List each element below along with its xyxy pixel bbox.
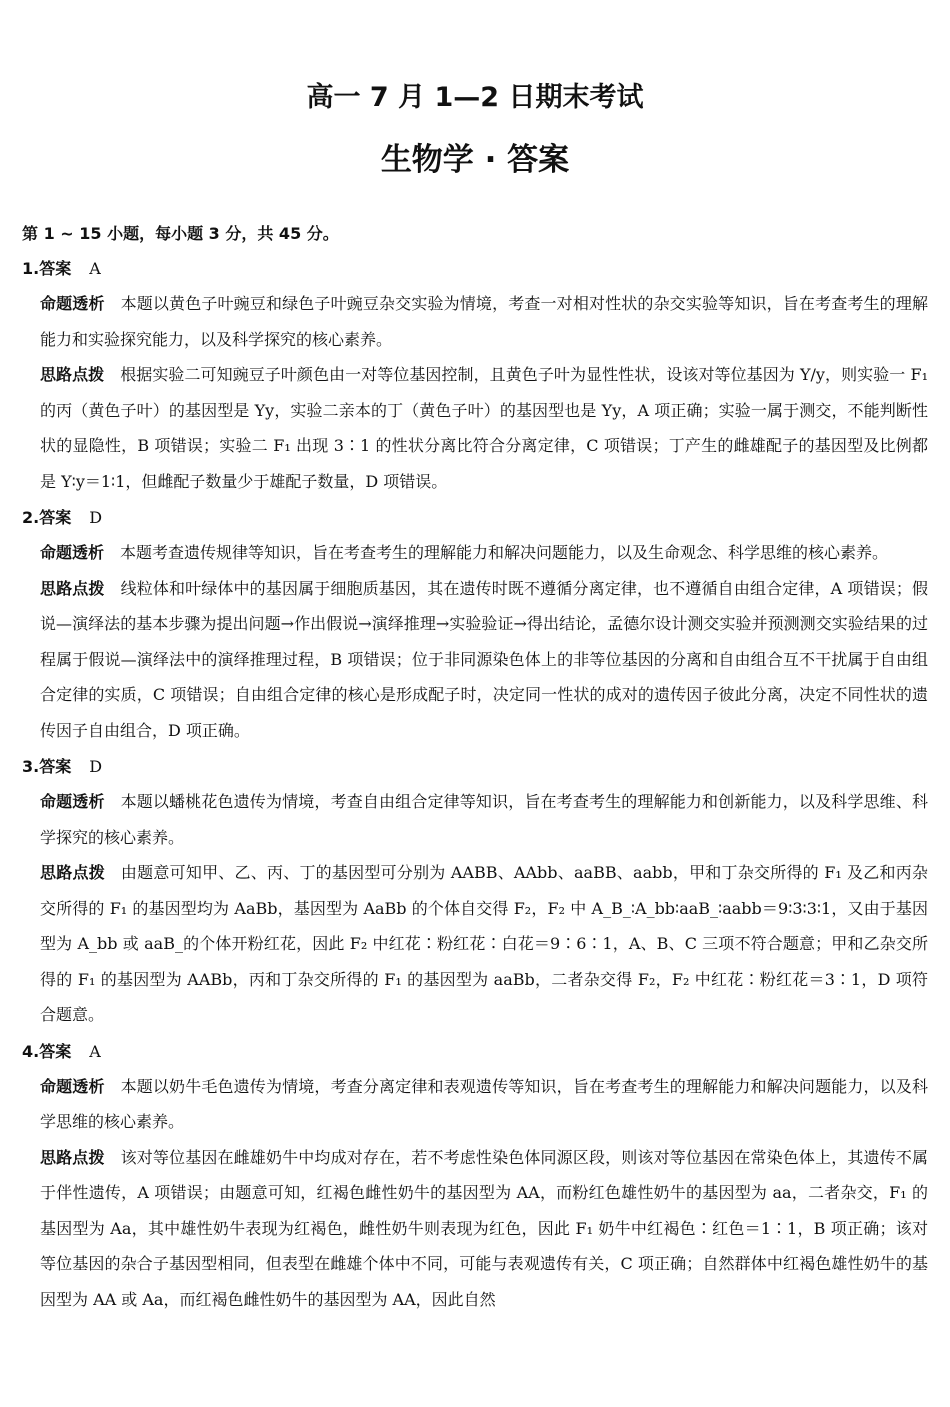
page-title: 高一 7 月 1—2 日期末考试 (306, 82, 644, 113)
question-number: 4. (22, 1041, 40, 1061)
question-block (22, 501, 928, 748)
question-block (22, 750, 928, 1033)
intent-text: 本题以蟠桃花色遗传为情境，考查自由组合定律等知识，旨在考查考生的理解能力和创新能力，以及科学思维、科学探究的核心素养。 (40, 792, 928, 847)
analysis-paragraph (40, 571, 928, 749)
question-header (22, 1035, 928, 1069)
analysis-label: 思路点拨 (40, 365, 105, 384)
intent-paragraph (40, 1069, 928, 1140)
analysis-label: 思路点拨 (40, 1147, 105, 1167)
analysis-text: 线粒体和叶绿体中的基因属于细胞质基因，其在遗传时既不遵循分离定律，也不遵循自由组合定律，A 项错误；假说—演绎法的基本步骤为提出问题→作出假说→演绎推理→实验验证→得出结论，孟德尔设计测交实验并预测测交实验结果的过程属于假说—演绎法中的演绎推理过程，B 项错误；位于非同源染色体上的非等位基因的分离和自由组合互不干扰属于自由组合定律的实质，C 项错误；自由组合定律的核心是形成配子时，决定同一性状的成对的遗传因子彼此分离，决定不同性状的遗传因子自由组合，D 项正确。 (40, 578, 928, 740)
question-header (22, 750, 928, 784)
analysis-paragraph (40, 357, 928, 499)
intent-label: 命题透析 (40, 294, 105, 313)
question-block (22, 252, 928, 499)
question-number: 1. (22, 259, 40, 278)
intent-label: 命题透析 (40, 543, 105, 562)
intent-paragraph (40, 286, 928, 357)
answer-value: D (89, 757, 103, 776)
question-header (22, 501, 928, 535)
answer-label: 答案 (39, 757, 72, 776)
answer-value: A (89, 1041, 101, 1061)
analysis-paragraph (40, 1140, 928, 1318)
answer-value: A (89, 259, 101, 278)
question-number: 2. (22, 508, 40, 527)
question-block (22, 1035, 928, 1318)
answer-label: 答案 (39, 508, 72, 527)
intent-label: 命题透析 (40, 792, 105, 811)
page-subtitle: 生物学 · 答案 (380, 142, 570, 178)
intent-paragraph (40, 784, 928, 855)
intent-text: 本题以奶牛毛色遗传为情境，考查分离定律和表观遗传等知识，旨在考查考生的理解能力和解决问题能力，以及科学思维的核心素养。 (40, 1076, 928, 1131)
question-header (22, 252, 928, 286)
analysis-label: 思路点拨 (40, 863, 105, 882)
answer-label: 答案 (39, 259, 72, 278)
question-number: 3. (22, 757, 40, 776)
analysis-label: 思路点拨 (40, 578, 105, 598)
intent-label: 命题透析 (40, 1076, 105, 1096)
section-note: 第 1 ~ 15 小题，每小题 3 分，共 45 分。 (22, 224, 339, 243)
intent-paragraph (40, 535, 928, 571)
answer-value: D (89, 508, 103, 527)
analysis-text: 该对等位基因在雌雄奶牛中均成对存在，若不考虑性染色体同源区段，则该对等位基因在常染色体上，其遗传不属于伴性遗传，A 项错误；由题意可知，红褐色雌性奶牛的基因型为 AA，而粉红色雄性奶牛的基因型为 aa，二者杂交，F₁ 的基因型为 Aa，其中雄性奶牛表现为红褐色，雌性奶牛则表现为红色，因此 F₁ 奶牛中红褐色∶红色＝1∶1，B 项正确；该对等位基因的杂合子基因型相同，但表型在雌雄个体中不同，可能与表观遗传有关，C 项正确；自然群体中红褐色雄性奶牛的基因型为 AA 或 Aa，而红褐色雌性奶牛的基因型为 AA，因此自然 (40, 1147, 928, 1309)
intent-text: 本题以黄色子叶豌豆和绿色子叶豌豆杂交实验为情境，考查一对相对性状的杂交实验等知识，旨在考查考生的理解能力和实验探究能力，以及科学探究的核心素养。 (40, 294, 928, 349)
answer-label: 答案 (39, 1041, 72, 1061)
analysis-text: 根据实验二可知豌豆子叶颜色由一对等位基因控制，且黄色子叶为显性性状，设该对等位基因为 Y/y，则实验一 F₁ 的丙（黄色子叶）的基因型是 Yy，实验二亲本的丁（黄色子叶）的基因型也是 Yy，A 项正确；实验一属于测交，不能判断性状的显隐性，B 项错误；实验二 F₁ 出现 3∶1 的性状分离比符合分离定律，C 项错误；丁产生的雌雄配子的基因型及比例都是 Y∶y＝1∶1，但雌配子数量少于雄配子数量，D 项错误。 (40, 365, 928, 491)
analysis-paragraph (40, 855, 928, 1033)
intent-text: 本题考查遗传规律等知识，旨在考查考生的理解能力和解决问题能力，以及生命观念、科学思维的核心素养。 (120, 543, 889, 562)
analysis-text: 由题意可知甲、乙、丙、丁的基因型可分别为 AABB、AAbb、aaBB、aabb，甲和丁杂交所得的 F₁ 及乙和丙杂交所得的 F₁ 的基因型均为 AaBb，基因型为 AaBb 的个体自交得 F₂，F₂ 中 A_B_∶A_bb∶aaB_∶aabb＝9∶3∶3∶1，又由于基因型为 A_bb 或 aaB_的个体开粉红花，因此 F₂ 中红花∶粉红花∶白花＝9∶6∶1，A、B、C 三项不符合题意；甲和乙杂交所得的 F₁ 的基因型为 AABb，丙和丁杂交所得的 F₁ 的基因型为 aaBb，二者杂交得 F₂，F₂ 中红花∶粉红花＝3∶1，D 项符合题意。 (40, 863, 928, 1024)
